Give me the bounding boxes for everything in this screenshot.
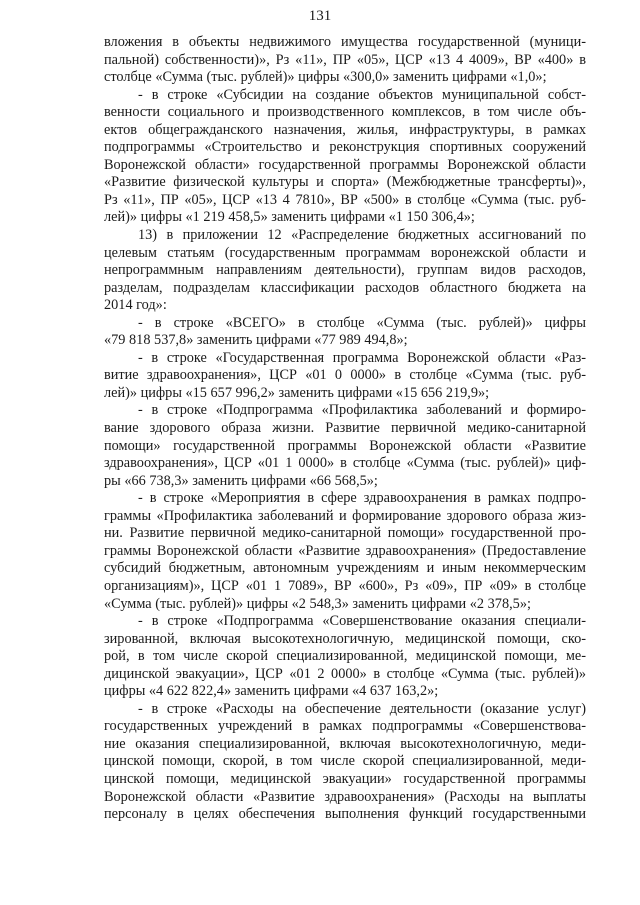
text-line: - в строке «Государственная программа Воронежской области «Раз- — [138, 349, 586, 366]
text-line: 13) в приложении 12 «Распределение бюджетных ассигнований по — [138, 227, 586, 244]
text-line: вание здорового образа жизни. Развитие первичной медико-санитарной — [104, 420, 586, 437]
text-line: - в строке «Субсидии на создание объектов муниципальной собст- — [138, 86, 586, 103]
text-line: цинской помощи, скорой, в том числе скорой специализированной, меди- — [104, 753, 586, 770]
text-line: - в строке «Расходы на обеспечение деятельности (оказание услуг) — [138, 700, 586, 717]
text-line: рой, в том числе скорой специализированной, медицинской помощи, ме- — [104, 648, 586, 665]
text-line: «Развитие физической культуры и спорта» (Межбюджетные трансферты)», — [104, 174, 586, 191]
text-line: граммы Воронежской области «Развитие здравоохранения» (Предоставление — [104, 542, 586, 559]
text-line: субсидий бюджетным, автономным учреждениям и иным некоммерческим — [104, 560, 586, 577]
text-line: непрограммным направлениям деятельности), группам видов расходов, — [104, 262, 586, 279]
text-line: - в строке «Мероприятия в сфере здравоохранения в рамках подпро- — [138, 490, 586, 507]
text-line: персоналу в целях обеспечения выполнения функций государственными — [104, 806, 586, 823]
text-line: витие здравоохранения», ЦСР «01 0 0000» в столбце «Сумма (тыс. руб- — [104, 367, 586, 384]
text-line: граммы «Профилактика заболеваний и формирование здорового образа жиз- — [104, 507, 586, 524]
text-line: пальной) собственности)», Рз «11», ПР «05», ЦСР «13 4 4009», ВР «400» в — [104, 51, 586, 68]
text-line: подпрограммы «Строительство и реконструкция спортивных сооружений — [104, 139, 586, 156]
text-line: - в строке «Подпрограмма «Совершенствование оказания специали- — [138, 613, 586, 630]
text-line: помощи» государственной программы Воронежской области «Развитие — [104, 437, 586, 454]
text-line: цинской помощи, медицинской эвакуации» государственной программы — [104, 770, 586, 787]
text-line: «Сумма (тыс. рублей)» цифры «2 548,3» заменить цифрами «2 378,5»; — [104, 595, 531, 612]
text-line: Воронежской области «Развитие здравоохранения» (Расходы на выплаты — [104, 788, 586, 805]
text-line: ние оказания специализированной, включая высокотехнологичную, меди- — [104, 735, 586, 752]
text-line: разделам, подразделам классификации расходов областного бюджета на — [104, 279, 586, 296]
body-text — [104, 34, 586, 824]
text-line: столбце «Сумма (тыс. рублей)» цифры «300,0» заменить цифрами «1,0»; — [104, 69, 547, 86]
text-line: государственных учреждений в рамках подпрограммы «Совершенствова- — [104, 718, 586, 735]
text-line: ектов общегражданского назначения, жилья, инфраструктуры, в рамках — [104, 121, 586, 138]
text-line: 2014 год»: — [104, 297, 167, 314]
page-number: 131 — [308, 8, 332, 24]
text-line: здравоохранения», ЦСР «01 1 0000» в столбце «Сумма (тыс. рублей)» циф- — [104, 455, 586, 472]
text-line: лей)» цифры «15 657 996,2» заменить цифрами «15 656 219,9»; — [104, 384, 490, 401]
text-line: организациям)», ЦСР «01 1 7089», ВР «600», Рз «09», ПР «09» в столбце — [104, 577, 586, 594]
text-line: лей)» цифры «1 219 458,5» заменить цифрами «1 150 306,4»; — [104, 209, 475, 226]
text-line: Рз «11», ПР «05», ЦСР «13 4 7810», ВР «500» в столбце «Сумма (тыс. руб- — [104, 191, 586, 208]
text-line: целевым статьям (государственным программам воронежской области и — [104, 244, 586, 261]
text-line: зированной, включая высокотехнологичную, медицинской помощи, ско- — [104, 630, 586, 647]
text-line: Воронежской области» государственной программы Воронежской области — [104, 156, 586, 173]
text-line: - в строке «Подпрограмма «Профилактика заболеваний и формиро- — [138, 402, 586, 419]
text-line: ни. Развитие первичной медико-санитарной помощи» государственной про- — [104, 525, 586, 542]
text-line: дицинской эвакуации», ЦСР «01 2 0000» в столбце «Сумма (тыс. рублей)» — [104, 665, 586, 682]
text-line: «79 818 537,8» заменить цифрами «77 989 494,8»; — [104, 332, 408, 349]
text-line: вложения в объекты недвижимого имущества государственной (муници- — [104, 34, 586, 50]
text-line: - в строке «ВСЕГО» в столбце «Сумма (тыс. рублей)» цифры — [138, 314, 586, 331]
text-line: венности социального и производственного комплексов, в том числе объ- — [104, 104, 586, 121]
text-line: ры «66 738,3» заменить цифрами «66 568,5»; — [104, 472, 378, 489]
text-line: цифры «4 622 822,4» заменить цифрами «4 637 163,2»; — [104, 683, 439, 700]
